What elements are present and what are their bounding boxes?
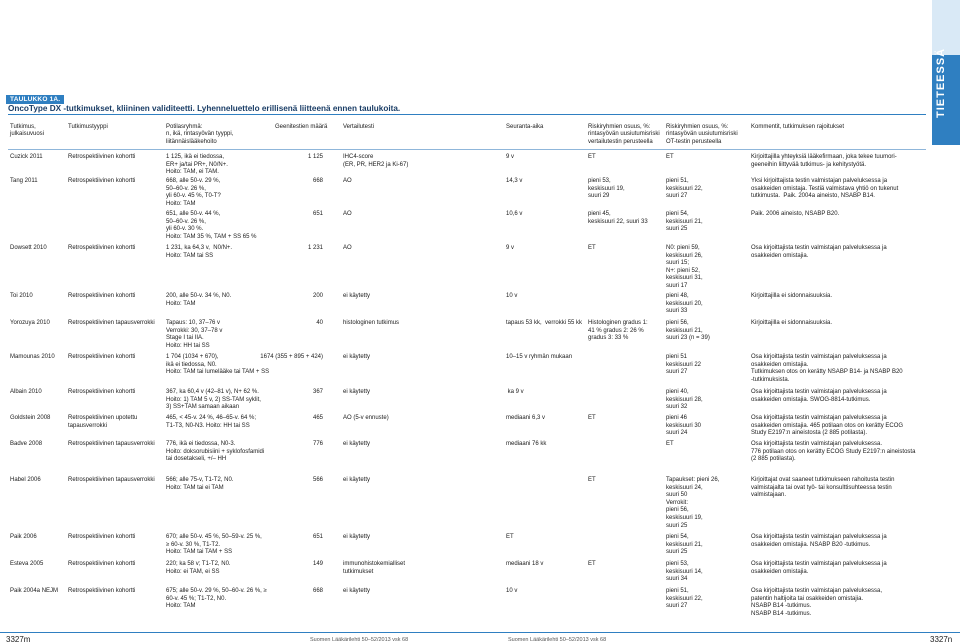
- cell-follow-up: 9 v: [506, 154, 515, 160]
- cell-comment: Osa kirjoittajista testin valmistajan palveluksessa ja osakkeiden omistajia. NSABP B20 -tutkimus.: [751, 534, 887, 548]
- cell-study: Habel 2006: [10, 477, 41, 483]
- cell-reference-test: histologinen tutkimus: [343, 320, 400, 326]
- header-study: Tutkimus, julkaisuvuosi: [10, 124, 45, 138]
- cell-study: Toi 2010: [10, 293, 33, 299]
- cell-follow-up: ka 9 v: [506, 389, 524, 395]
- cell-comment: Yksi kirjoittajista testin valmistajan palveluksessa ja osakkeiden omistaja. Testiä valmistava yhtiö on tukenut tutkimusta. Paik. 2004a aineisto, NSABP B14.: [751, 178, 899, 200]
- cell-risk-reference: ET: [588, 245, 596, 251]
- cell-population: 220; ka 58 v; T1-T2, N0. Hoito: ei TAM, ei SS: [166, 561, 231, 575]
- cell-risk-ot: pieni 51, keskisuuri 22, suuri 27: [666, 588, 703, 610]
- cell-population: 367, ka 60,4 v (42–81 v), N+ 62 %. Hoito: 1) TAM 5 v, 2) SS-TAM syklit, 3) SS+TAM samaan aikaan: [166, 389, 261, 411]
- cell-comment: Osa kirjoittajista testin valmistajan palveluksessa ja osakkeiden omistajia. Tutkimuksen otos on kerätty NSABP B14- ja NSABP B20 -tutkimuksista.: [751, 354, 903, 383]
- header-risk-reference: Riskiryhmien osuus, %: rintasyövän uusiutumisriski vertailutestin perusteella: [588, 124, 660, 145]
- cell-reference-test: ei käytetty: [343, 477, 371, 483]
- cell-population: 675; alle 50-v. 29 %, 50–60-v. 26 %, ≥ 60-v. 45 %; T1-T2, N0. Hoito: TAM: [166, 588, 267, 610]
- cell-gene-tests: 651: [312, 534, 323, 540]
- cell-reference-test: AO: [343, 211, 352, 217]
- footer-source-left: Suomen Lääkärilehti 50–52/2013 vsk 68: [310, 637, 409, 643]
- page-number-right: 3327n: [930, 635, 953, 644]
- cell-risk-ot: pieni 56, keskisuuri 21, suuri 23 (n = 39): [666, 320, 710, 342]
- cell-risk-ot: pieni 46 keskisuuri 30 suuri 24: [666, 415, 702, 437]
- cell-reference-test: IHC4-score (ER, PR, HER2 ja Ki-67): [343, 154, 409, 168]
- cell-population: 200, alle 50-v. 34 %, N0. Hoito: TAM: [166, 293, 232, 307]
- cell-study: Cuzick 2011: [10, 154, 43, 160]
- cell-comment: Osa kirjoittajista testin valmistajan palveluksessa, patentin haltijoita tai osakkeiden omistajia. NSABP B14 -tutkimus. NSABP B14 -tutkimus.: [751, 588, 883, 617]
- table-tag: TAULUKKO 1A.: [6, 95, 64, 104]
- section-side-bar-accent: [932, 0, 960, 55]
- cell-type: Retrospektiivinen kohortti: [68, 154, 136, 160]
- header-population: Potilasryhmä: n, ikä, rintasyövän tyyppi, liitännäislääkehoito: [166, 124, 234, 145]
- header-type: Tutkimustyyppi: [68, 124, 108, 130]
- cell-gene-tests: 651: [312, 211, 323, 217]
- cell-follow-up: 10,6 v: [506, 211, 523, 217]
- cell-study: Paik 2006: [10, 534, 37, 540]
- cell-population: Tapaus: 10, 37–76 v Verrokki: 30, 37–78 v Stage I tai IIA. Hoito: HH tai SS: [166, 320, 223, 349]
- cell-type: Retrospektiivinen kohortti: [68, 178, 136, 184]
- footer-source-right: Suomen Lääkärilehti 50–52/2013 vsk 68: [508, 637, 607, 643]
- cell-study: Yorozuya 2010: [10, 320, 50, 326]
- cell-reference-test: ei käytetty: [343, 389, 371, 395]
- cell-follow-up: mediaani 18 v: [506, 561, 544, 567]
- cell-reference-test: ei käytetty: [343, 588, 371, 594]
- cell-study: Goldstein 2008: [10, 415, 51, 421]
- cell-reference-test: ei käytetty: [343, 354, 371, 360]
- cell-reference-test: AO: [343, 245, 352, 251]
- cell-risk-ot: pieni 48, keskisuuri 20, suuri 33: [666, 293, 703, 315]
- cell-comment: Paik. 2006 aineisto, NSABP B20.: [751, 211, 840, 217]
- cell-gene-tests: 668: [312, 588, 323, 594]
- cell-type: Retrospektiivinen kohortti: [68, 588, 136, 594]
- cell-population: 1 125, ikä ei tiedossa, ER+ ja/tai PR+, N0/N+. Hoito: TAM, ei TAM.: [166, 154, 228, 176]
- header-reference-test: Vertailutesti: [343, 124, 375, 130]
- cell-type: Retrospektiivinen upotettu tapausverrokki: [68, 415, 138, 429]
- header-follow-up: Seuranta-aika: [506, 124, 544, 130]
- cell-follow-up: 10 v: [506, 588, 518, 594]
- cell-risk-reference: ET: [588, 154, 596, 160]
- cell-study: Tang 2011: [10, 178, 38, 184]
- cell-type: Retrospektiivinen tapausverrokki: [68, 477, 155, 483]
- cell-gene-tests: 149: [312, 561, 323, 567]
- cell-population: 776, ikä ei tiedossa, N0-3. Hoito: doksorubisiini + syklofosfamidi tai dosetakseli, +/– HH: [166, 441, 265, 463]
- cell-reference-test: ei käytetty: [343, 534, 371, 540]
- cell-population: 668, alle 50-v. 29 %, 50–60-v. 26 %, yli 60-v. 45 %, T0-T? Hoito: TAM: [166, 178, 221, 207]
- cell-reference-test: AO: [343, 178, 352, 184]
- cell-study: Badve 2008: [10, 441, 43, 447]
- cell-comment: Osa kirjoittajista testin valmistajan palveluksessa ja osakkeiden omistajia. SWOG-8814-tutkimus.: [751, 389, 887, 403]
- header-divider: [8, 149, 926, 150]
- cell-population: 465, < 45-v. 24 %, 46–65-v. 64 %; T1-T3, N0-N3. Hoito: HH tai SS: [166, 415, 256, 429]
- cell-risk-reference: pieni 45, keskisuuri 22, suuri 33: [588, 211, 648, 225]
- footer-rule: [0, 632, 960, 633]
- cell-follow-up: 14,3 v: [506, 178, 523, 184]
- cell-follow-up: 10–15 v ryhmän mukaan: [506, 354, 573, 360]
- cell-risk-ot: N0: pieni 59, keskisuuri 26, suuri 15; N+: pieni 52, keskisuuri 31, suuri 17: [666, 245, 703, 289]
- cell-gene-tests: 465: [312, 415, 323, 421]
- cell-reference-test: ei käytetty: [343, 441, 371, 447]
- cell-comment: Osa kirjoittajista testin valmistajan palveluksessa ja osakkeiden omistajia.: [751, 561, 887, 575]
- page-number-left: 3327m: [6, 635, 31, 644]
- cell-comment: Kirjoittajilla ei sidonnaisuuksia.: [751, 320, 833, 326]
- cell-type: Retrospektiivinen kohortti: [68, 561, 136, 567]
- cell-follow-up: 10 v: [506, 293, 518, 299]
- cell-gene-tests: 200: [312, 293, 323, 299]
- cell-type: Retrospektiivinen kohortti: [68, 389, 136, 395]
- cell-study: Dowsett 2010: [10, 245, 47, 251]
- cell-risk-reference: ET: [588, 477, 596, 483]
- header-risk-ot: Riskiryhmien osuus, %: rintasyövän uusiutumisriski OT-testin perusteella: [666, 124, 738, 145]
- cell-risk-ot: ET: [666, 441, 674, 447]
- cell-population: 1 704 (1034 + 670), ikä ei tiedossa, N0. Hoito: TAM tai lumelääke tai TAM + SS: [166, 354, 270, 376]
- cell-follow-up: ET: [506, 534, 514, 540]
- cell-comment: Kirjoittajat ovat saaneet tutkimukseen rahoitusta testin valmistajalta tai ovat työ- tai konsulttisuhteessa testin valmistajaan.: [751, 477, 895, 499]
- cell-gene-tests: 1 125: [307, 154, 323, 160]
- cell-population: 670; alle 50-v. 45 %, 50–59-v. 25 %, ≥ 60-v. 30 %, T1-T2. Hoito: TAM tai TAM + SS: [166, 534, 262, 556]
- cell-comment: Kirjoittajilla yhteyksiä lääkefirmaan, joka tekee tuumori- geeneihin liittyvää tutkimus- ja kehitystyötä.: [751, 154, 897, 168]
- cell-study: Esteva 2005: [10, 561, 44, 567]
- cell-risk-ot: pieni 40, keskisuuri 28, suuri 32: [666, 389, 703, 411]
- cell-population: 566; alle 75-v, T1-T2, N0. Hoito: TAM tai ei TAM: [166, 477, 234, 491]
- cell-risk-ot: pieni 51, keskisuuri 22, suuri 27: [666, 178, 703, 200]
- header-rule: [8, 114, 926, 115]
- header-comment: Kommentit, tutkimuksen rajoitukset: [751, 124, 845, 130]
- cell-gene-tests: 1674 (355 + 895 + 424): [260, 354, 323, 360]
- cell-comment: Kirjoittajilla ei sidonnaisuuksia.: [751, 293, 833, 299]
- cell-risk-reference: ET: [588, 561, 596, 567]
- cell-type: Retrospektiivinen tapausverrokki: [68, 441, 155, 447]
- cell-type: Retrospektiivinen kohortti: [68, 354, 136, 360]
- cell-comment: Osa kirjoittajista testin valmistajan palveluksessa ja osakkeiden omistajia.: [751, 245, 887, 259]
- cell-type: Retrospektiivinen kohortti: [68, 534, 136, 540]
- cell-type: Retrospektiivinen tapausverrokki: [68, 320, 155, 326]
- cell-type: Retrospektiivinen kohortti: [68, 293, 136, 299]
- cell-follow-up: mediaani 6,3 v: [506, 415, 546, 421]
- cell-population: 651, alle 50-v. 44 %, 50–60-v. 26 %, yli 60-v. 30 %. Hoito: TAM 35 %, TAM + SS 65 %: [166, 211, 257, 240]
- cell-risk-ot: pieni 54, keskisuuri 21, suuri 25: [666, 211, 703, 233]
- cell-reference-test: immunohistokemialliset tutkimukset: [343, 561, 406, 575]
- table-title: OncoType DX -tutkimukset, kliininen validiteetti. Lyhenneluettelo erillisenä liitteenä ennen taulukoita.: [8, 104, 401, 113]
- cell-risk-reference: pieni 53, keskisuuri 19, suuri 29: [588, 178, 625, 200]
- cell-study: Mamounas 2010: [10, 354, 55, 360]
- cell-gene-tests: 566: [312, 477, 323, 483]
- cell-comment: Osa kirjoittajista testin valmistajan palveluksessa. 776 potilaan otos on kerätty ECOG Study E2197:n aineistosta (2 885 potilasta).: [751, 441, 916, 463]
- cell-risk-ot: ET: [666, 154, 674, 160]
- cell-risk-ot: pieni 54, keskisuuri 21, suuri 25: [666, 534, 703, 556]
- cell-risk-ot: pieni 51 keskisuuri 22 suuri 27: [666, 354, 702, 376]
- cell-gene-tests: 40: [316, 320, 323, 326]
- cell-study: Albain 2010: [10, 389, 42, 395]
- cell-gene-tests: 668: [312, 178, 323, 184]
- cell-risk-reference: ET: [588, 415, 596, 421]
- cell-risk-reference: Histologinen gradus 1: 41 % gradus 2: 26 % gradus 3: 33 %: [588, 320, 648, 342]
- cell-type: Retrospektiivinen kohortti: [68, 245, 136, 251]
- cell-follow-up: 9 v: [506, 245, 515, 251]
- cell-reference-test: ei käytetty: [343, 293, 371, 299]
- cell-study: Paik 2004a NEJM: [10, 588, 59, 594]
- section-label: TIETEESSÄ: [935, 47, 947, 118]
- cell-follow-up: tapaus 53 kk, verrokki 55 kk: [506, 320, 583, 326]
- cell-gene-tests: 1 231: [307, 245, 323, 251]
- cell-gene-tests: 776: [312, 441, 323, 447]
- cell-reference-test: AO (5-v ennuste): [343, 415, 389, 421]
- cell-gene-tests: 367: [312, 389, 323, 395]
- cell-follow-up: mediaani 76 kk: [506, 441, 547, 447]
- cell-risk-ot: Tapaukset: pieni 26, keskisuuri 24, suuri 50 Verrokit: pieni 56, keskisuuri 19, suuri 25: [666, 477, 720, 529]
- header-gene-tests: Geenitestien määrä: [275, 124, 328, 130]
- cell-risk-ot: pieni 53, keskisuuri 14, suuri 34: [666, 561, 703, 583]
- cell-comment: Osa kirjoittajista testin valmistajan palveluksessa ja osakkeiden omistajia. 465 potilaan otos on kerätty ECOG Study E2197:n aineistosta (2 885 potilasta).: [751, 415, 904, 437]
- cell-population: 1 231, ka 64,3 v, N0/N+. Hoito: TAM tai SS: [166, 245, 233, 259]
